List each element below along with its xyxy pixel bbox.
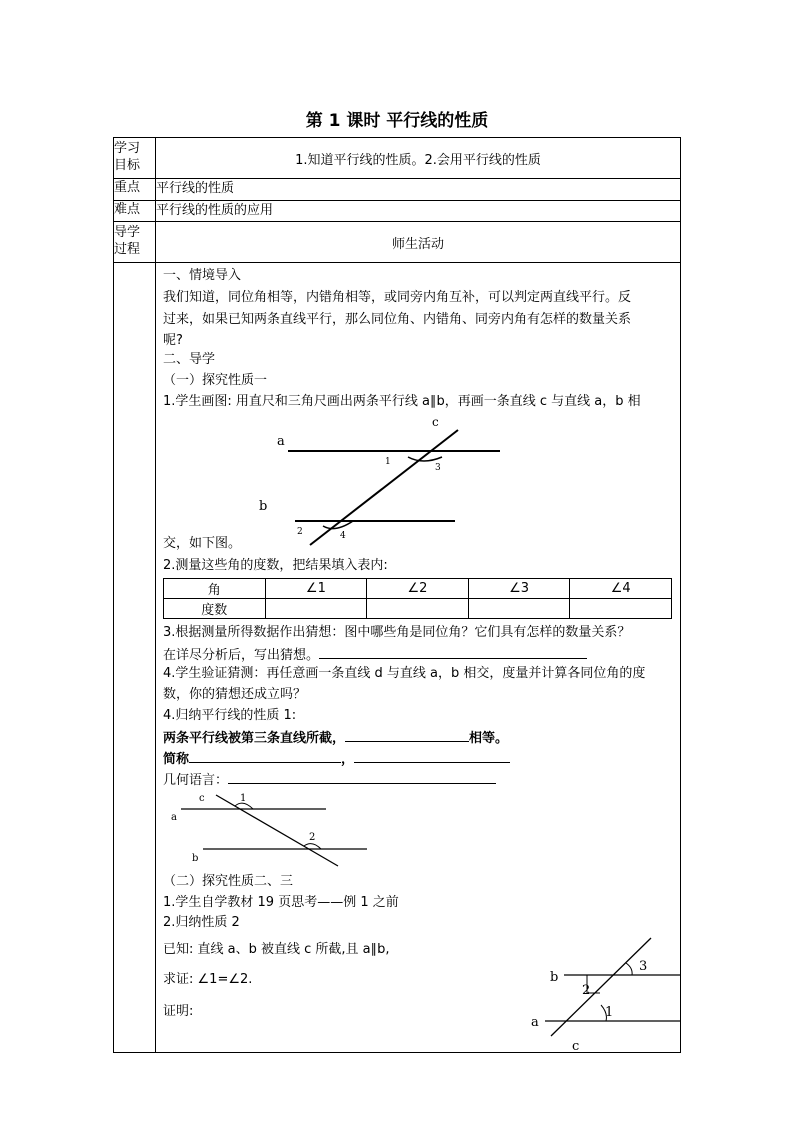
step-3-line2-text: 在详尽分析后，写出猜想。: [163, 648, 320, 663]
step-1-text: 1.学生画图: 用直尺和三角尺画出两条平行线 a∥b，再画一条直线 c 与直线 a，b 相: [163, 394, 641, 409]
section-1-para-line1: 我们知道，同位角相等，内错角相等，或同旁内角互补，可以判定两直线平行。反: [163, 290, 632, 305]
process-label: [114, 222, 156, 263]
step-3-line1: 3.根据测量所得数据作出猜想：图中哪些角是同位角？它们具有怎样的数量关系？: [163, 625, 631, 640]
short-name-blank-1[interactable]: [189, 748, 341, 763]
self-study-text: 1.学生自学教材 19 页思考——例 1 之前: [163, 895, 399, 910]
process-label-line1: 导学: [114, 225, 141, 240]
section-1-para-line3: 呢?: [163, 333, 183, 348]
label-c: c: [199, 793, 205, 804]
line-c: [310, 430, 458, 545]
goal-label-line2: 目标: [114, 158, 141, 173]
property-2-text: 2.归纳性质 2: [163, 915, 240, 930]
process-label-line2: 过程: [114, 242, 141, 257]
section-1-para-line2: 过来，如果已知两条直线平行，那么同位角、内错角、同旁内角有怎样的数量关系: [163, 312, 632, 327]
label-b: b: [192, 853, 199, 864]
figure-1-parallel-lines: [259, 413, 505, 548]
measure-header-3: ∠3: [468, 579, 570, 599]
angle-arc-1-3: [408, 457, 442, 461]
prove-text: 求证: ∠1=∠2.: [163, 972, 253, 987]
step-4-line1: 4.学生验证猜测：再任意画一条直线 d 与直线 a，b 相交，度量并计算各同位角的度: [163, 666, 646, 681]
step-3-line2: [163, 644, 587, 666]
measure-cell-1[interactable]: [265, 599, 367, 619]
subsection-2-heading: （二）探究性质二、三: [163, 874, 294, 889]
key-label: 重点: [114, 179, 156, 201]
conjecture-blank[interactable]: [319, 644, 587, 659]
section-2-heading: 二、导学: [163, 352, 216, 367]
label-a: a: [171, 812, 177, 823]
measure-table: [163, 578, 672, 619]
goal-label: [114, 138, 156, 179]
property-1-text-b: 相等。: [469, 731, 509, 746]
measure-cell-4[interactable]: [570, 599, 672, 619]
difficulty-label: 难点: [114, 201, 156, 222]
geometry-language-blank[interactable]: [228, 769, 496, 784]
step-5-text: 4.归纳平行线的性质 1:: [163, 708, 297, 723]
figure-2-parallel-lines: [165, 788, 375, 870]
measure-row-label: 度数: [164, 599, 266, 619]
measure-cell-2[interactable]: [367, 599, 469, 619]
label-1: 1: [605, 1005, 614, 1020]
label-c: c: [432, 415, 439, 429]
key-text: 平行线的性质: [156, 179, 681, 201]
property-1-statement: [163, 727, 508, 749]
label-b: b: [550, 970, 559, 985]
label-1: 1: [385, 457, 391, 467]
difficulty-text: 平行线的性质的应用: [156, 201, 681, 222]
step-4-line2: 数，你的猜想还成立吗？: [163, 687, 307, 702]
measure-header-angle: 角: [164, 579, 266, 599]
measure-header-1: ∠1: [265, 579, 367, 599]
short-name-comma: ，: [341, 752, 355, 767]
figure-3-parallel-lines: [528, 935, 688, 1053]
proof-label: 证明:: [163, 1004, 194, 1019]
step-2-text: 2.测量这些角的度数，把结果填入表内:: [163, 558, 388, 573]
property-1-text-a: 两条平行线被第三条直线所截，: [163, 731, 346, 746]
step-1-tail: 交，如下图。: [163, 536, 242, 551]
line-c: [216, 795, 338, 866]
label-3: 3: [435, 463, 441, 473]
label-1: 1: [240, 793, 247, 804]
section-1-heading: 一、情境导入: [163, 268, 242, 283]
subsection-1-heading: （一）探究性质一: [163, 373, 268, 388]
short-name-label: 简称: [163, 752, 190, 767]
short-name-line: [163, 748, 510, 770]
empty-label-cell: [114, 263, 156, 1053]
label-3: 3: [639, 959, 648, 974]
label-2: 2: [582, 983, 591, 998]
page-title: 第 1 课时 平行线的性质: [305, 111, 489, 131]
label-a: a: [531, 1015, 539, 1030]
goal-label-line1: 学习: [114, 141, 141, 156]
label-2: 2: [309, 832, 316, 843]
property-1-blank[interactable]: [345, 727, 469, 742]
geometry-language-label: 几何语言：: [163, 773, 229, 788]
activity-header: 师生活动: [156, 222, 681, 263]
label-a: a: [277, 434, 285, 449]
measure-cell-3[interactable]: [468, 599, 570, 619]
label-c: c: [572, 1039, 580, 1054]
goal-text: 1.知道平行线的性质。2.会用平行线的性质: [156, 138, 681, 179]
short-name-blank-2[interactable]: [354, 748, 510, 763]
given-text: 已知: 直线 a、b 被直线 c 所截,且 a∥b,: [163, 942, 390, 957]
label-4: 4: [340, 531, 346, 541]
label-2: 2: [297, 527, 303, 537]
measure-header-4: ∠4: [570, 579, 672, 599]
angle-arc-3: [626, 963, 632, 975]
label-b: b: [259, 499, 268, 514]
measure-header-2: ∠2: [367, 579, 469, 599]
